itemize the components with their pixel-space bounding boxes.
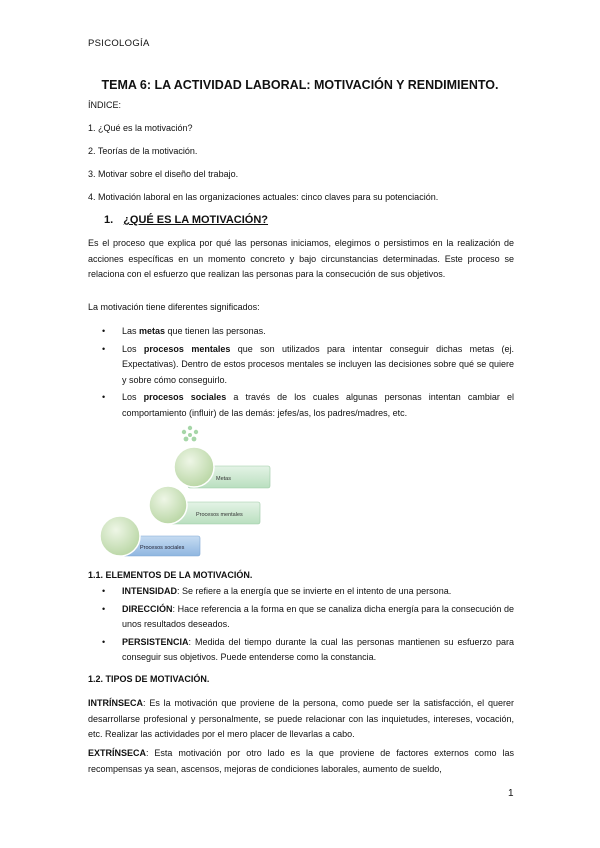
index-label: ÍNDICE: bbox=[88, 100, 122, 110]
page-header: PSICOLOGÍA bbox=[88, 38, 150, 49]
elements-list bbox=[102, 584, 514, 668]
bullet-icon: • bbox=[102, 586, 106, 596]
definition-paragraph: Es el proceso que explica por qué las personas iniciamos, elegimos o persistimos en la realización de acciones específicas en un momento concreto y bajo circunstancias determinadas. Este proceso se relaciona con el esfuerzo que realizan las personas para la consecución de sus objetivos. bbox=[88, 238, 514, 279]
intrinseca-paragraph: INTRÍNSECA: Es la motivación que proviene de la persona, como puede ser la satisfacción, el querer desarrollarse profesional y personalmente, se puede relacionar con las inquietudes, intereses, vocación, etc. Realizar las actividades por el mero placer de llevarlas a cabo. bbox=[88, 698, 514, 739]
diagram-label: Procesos mentales bbox=[196, 512, 243, 518]
index-item: 2. Teorías de la motivación. bbox=[88, 146, 198, 156]
subsection-heading: 1.2. TIPOS DE MOTIVACIÓN. bbox=[88, 674, 210, 684]
bullet-icon: • bbox=[102, 392, 106, 402]
trail-dots bbox=[182, 426, 198, 442]
index-item: 1. ¿Qué es la motivación? bbox=[88, 123, 193, 133]
page-number: 1 bbox=[508, 788, 514, 799]
list-item: • PERSISTENCIA: Medida del tiempo durante la cual las personas mantienen su esfuerzo para conseguir sus objetivos. Puede entenderse como la constancia. bbox=[102, 636, 514, 662]
subsection-heading: 1.1. ELEMENTOS DE LA MOTIVACIÓN. bbox=[88, 570, 253, 580]
index-item: 4. Motivación laboral en las organizaciones actuales: cinco claves para su potenciación. bbox=[88, 192, 439, 202]
section-number: 1. bbox=[104, 214, 114, 226]
procesos-mentales-circle bbox=[149, 486, 187, 524]
meanings-list bbox=[102, 324, 514, 423]
bullet-icon: • bbox=[102, 603, 106, 614]
list-item: • Los procesos sociales a través de los cuales algunas personas intentan cambiar el comportamiento (influir) de las demás: jefes/as, los padres/madres, etc. bbox=[102, 392, 514, 418]
extrinseca-paragraph: EXTRÍNSECA: Esta motivación por otro lado es la que proviene de factores externos como las recompensas ya sean, ascensos, mejoras de condiciones laborales, aumento de sueldo, bbox=[88, 748, 514, 774]
metas-circle bbox=[174, 447, 214, 487]
list-item: • DIRECCIÓN: Hace referencia a la forma en que se canaliza dicha energía para la consecución de unos resultados deseados. bbox=[102, 603, 514, 629]
diagram-label: Metas bbox=[216, 476, 231, 482]
list-item: • Los procesos mentales que son utilizados para intentar conseguir dichas metas (ej. Expectativas). Dentro de estos procesos mentales se incluyen las decisiones sobre qué se quiere y sobre cómo conseguirlo. bbox=[102, 343, 514, 385]
section-title: ¿QUÉ ES LA MOTIVACIÓN? bbox=[123, 214, 269, 226]
bullet-icon: • bbox=[102, 636, 106, 647]
bullet-icon: • bbox=[102, 343, 106, 354]
meanings-intro: La motivación tiene diferentes significados: bbox=[88, 302, 260, 312]
bullet-icon: • bbox=[102, 326, 106, 336]
list-item: • INTENSIDAD: Se refiere a la energía que se invierte en el intento de una persona. bbox=[106, 584, 514, 600]
diagram-label: Procesos sociales bbox=[140, 545, 185, 551]
document-title: TEMA 6: LA ACTIVIDAD LABORAL: MOTIVACIÓN Y RENDIMIENTO. bbox=[101, 78, 499, 92]
list-item: • Las metas que tienen las personas. bbox=[106, 324, 514, 340]
motivation-diagram bbox=[88, 420, 288, 560]
index-item: 3. Motivar sobre el diseño del trabajo. bbox=[88, 169, 239, 179]
procesos-sociales-circle bbox=[100, 516, 140, 556]
section-heading bbox=[104, 214, 268, 226]
